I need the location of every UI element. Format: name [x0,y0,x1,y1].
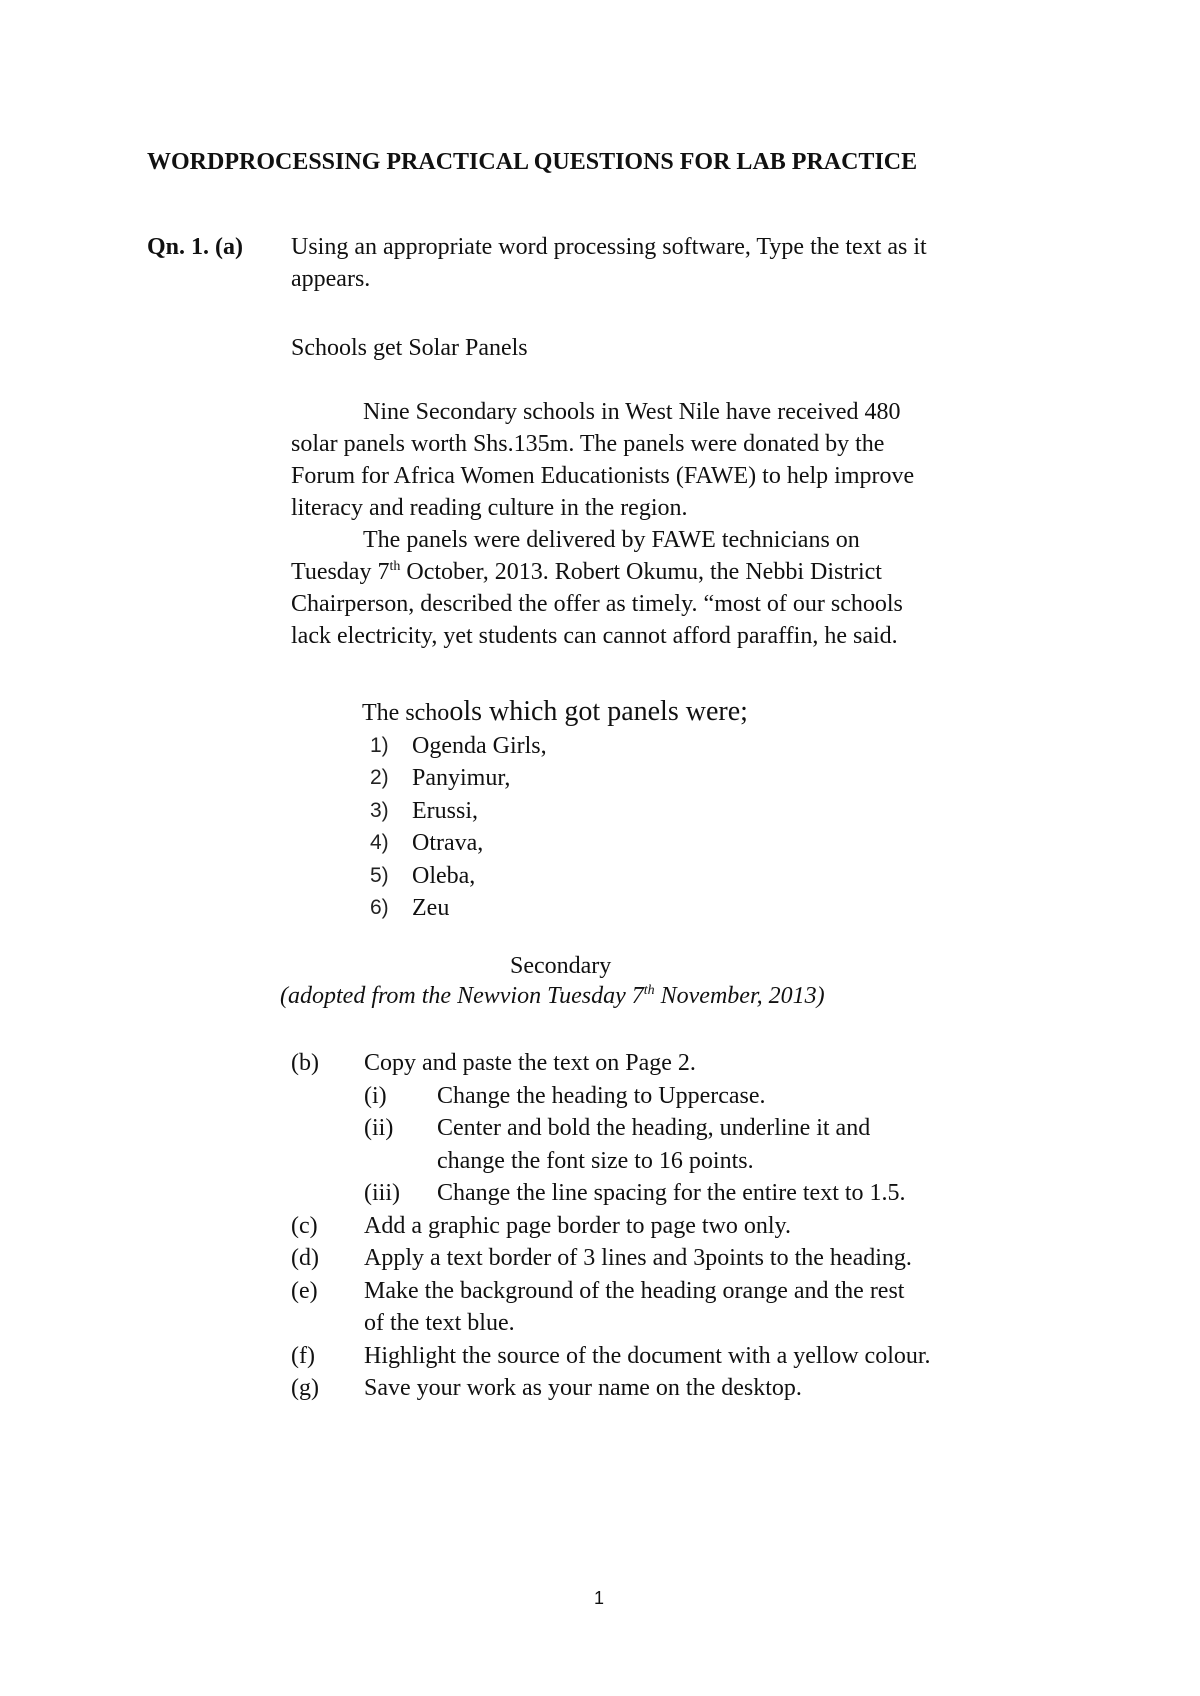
task-label [291,1307,364,1340]
list-item [370,730,547,762]
body-line: literacy and reading culture in the region. [291,495,688,521]
body-text: October, 2013. Robert Okumu, the Nebbi District [400,559,882,585]
task-item [291,1307,931,1340]
body-text: Tuesday 7 [291,559,390,585]
body-line: Forum for Africa Women Educationists (FAWE) to help improve [291,463,915,489]
subtask-item [291,1177,931,1210]
task-text: Add a graphic page border to page two only. [364,1212,791,1239]
question-intro [291,231,927,295]
ordinal-suffix: th [389,559,401,574]
list-number: 3) [370,798,389,822]
question-label: Qn. 1. [147,234,210,260]
list-item [370,892,547,924]
school-name: Panyimur, [412,765,511,792]
task-label: (e) [291,1277,318,1304]
intro-line: appears. [291,266,371,292]
list-number: 4) [370,831,389,855]
task-text: Save your work as your name on the desktop. [364,1375,802,1401]
school-name: Ogenda Girls, [412,733,547,759]
subtask-label: (ii) [364,1115,394,1141]
task-item [291,1210,931,1243]
list-number: 2) [370,766,389,790]
list-item [370,827,547,859]
task-item [291,1275,931,1308]
list-number: 5) [370,863,389,887]
body-line: The panels were delivered by FAWE technicians on [363,527,860,553]
list-lead-text: ols which got panels were; [449,696,748,727]
school-name: Oleba, [412,862,476,889]
page-number: 1 [594,1588,605,1608]
list-item [370,762,547,794]
subtask-text: change the font size to 16 points. [437,1147,754,1174]
task-text: Copy and paste the text on Page 2. [364,1050,696,1076]
article-body [291,396,914,652]
school-name: Zeu [412,894,450,921]
school-list [370,730,547,924]
task-item [291,1242,931,1275]
source-citation [280,980,825,1012]
list-item [370,860,547,892]
source-text: November, 2013) [654,983,825,1009]
task-label: (b) [291,1050,319,1076]
source-heading: Secondary [510,953,612,979]
document-title: WORDPROCESSING PRACTICAL QUESTIONS FOR LAB PRACTICE [147,149,918,175]
list-item [370,795,547,827]
task-text: Make the background of the heading orange and the rest [364,1277,905,1304]
list-number: 1) [370,734,389,757]
list-lead-text: The scho [362,700,450,726]
task-text: Apply a text border of 3 lines and 3points to the heading. [364,1245,912,1271]
task-label: (g) [291,1375,319,1401]
body-line [291,556,914,588]
school-name: Erussi, [412,797,478,824]
task-list [291,1047,931,1405]
body-line: Chairperson, described the offer as timely. “most of our schools [291,591,903,617]
list-lead [362,694,748,731]
subtask-text: Center and bold the heading, underline it and [437,1115,871,1141]
subtask-text: Change the line spacing for the entire text to 1.5. [437,1180,906,1206]
subtask-item [291,1145,931,1178]
subtask-text: Change the heading to Uppercase. [437,1082,766,1109]
intro-line: Using an appropriate word processing software, Type the text as it [291,234,927,260]
body-line: Nine Secondary schools in West Nile have received 480 [363,399,901,425]
subtask-item [291,1112,931,1145]
question-part: (a) [215,234,243,260]
task-text: of the text blue. [364,1310,515,1336]
task-label: (d) [291,1245,319,1271]
school-name: Otrava, [412,830,484,857]
task-item [291,1372,931,1405]
list-number: 6) [370,895,389,919]
ordinal-suffix: th [643,983,655,998]
subtask-label: (iii) [364,1180,400,1206]
subtask-label [364,1145,437,1178]
body-line: solar panels worth Shs.135m. The panels were donated by the [291,431,885,457]
source-text: (adopted from the Newvion Tuesday 7 [280,983,644,1009]
task-text: Highlight the source of the document with a yellow colour. [364,1342,931,1369]
task-label: (f) [291,1342,315,1369]
task-item [291,1340,931,1373]
task-label: (c) [291,1212,318,1239]
subtask-item [291,1080,931,1113]
task-item [291,1047,931,1080]
article-heading: Schools get Solar Panels [291,335,528,361]
body-line: lack electricity, yet students can cannot afford paraffin, he said. [291,623,898,649]
subtask-label: (i) [364,1082,387,1109]
question-number [147,231,243,263]
